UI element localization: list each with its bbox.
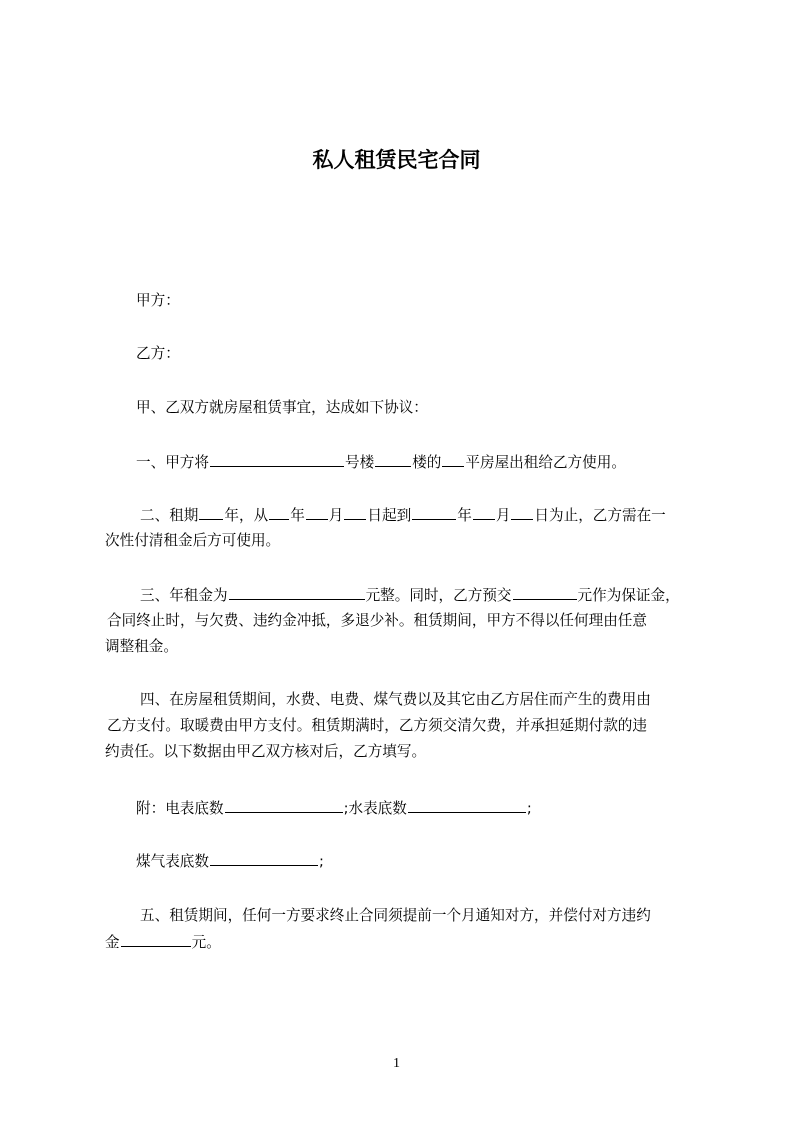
clause-5-text-b: 元。 <box>191 934 221 951</box>
blank-field <box>210 452 344 467</box>
semicolon: ; <box>318 853 324 870</box>
clause-3-text-b: 元整。同时，乙方预交 <box>365 587 512 604</box>
clause-2-text-d: 月 <box>328 507 344 524</box>
meter-readings-line <box>136 798 736 819</box>
blank-field <box>408 798 526 813</box>
intro-line: 甲、乙双方就房屋租赁事宜，达成如下协议： <box>136 399 428 416</box>
blank-field <box>269 505 289 520</box>
clause-5-line-2 <box>105 932 705 953</box>
clause-2-text-b: 年，从 <box>224 507 269 524</box>
blank-field <box>344 505 366 520</box>
clause-4-line-1: 四、在房屋租赁期间，水费、电费、煤气费以及其它由乙方居住而产生的费用由 <box>140 691 651 708</box>
blank-field <box>412 505 456 520</box>
clause-3-line-1 <box>140 585 740 606</box>
clause-3-line-3: 调整租金。 <box>105 638 178 655</box>
blank-field <box>210 851 318 866</box>
page-number: 1 <box>393 1056 400 1071</box>
clause-1-text-b: 号楼 <box>344 454 375 471</box>
document-title: 私人租赁民宅合同 <box>312 148 481 172</box>
gas-meter-line <box>136 851 736 872</box>
clause-3-line-2: 合同终止时，与欠费、违约金冲抵，多退少补。租赁期间，甲方不得以任何理由任意 <box>107 612 647 629</box>
clause-1-text-a: 一、甲方将 <box>136 454 209 471</box>
clause-2-text-g: 月 <box>495 507 511 524</box>
semicolon: ; <box>526 800 532 817</box>
clause-2-text-c: 年 <box>290 507 305 524</box>
clause-2-text-f: 年 <box>457 507 472 524</box>
gas-meter-label: 煤气表底数 <box>136 853 209 870</box>
clause-5-text-a: 金 <box>105 934 120 951</box>
clause-4-line-3: 约责任。以下数据由甲乙双方核对后，乙方填写。 <box>105 743 427 760</box>
clause-2-line-1 <box>140 505 740 526</box>
clause-2-line-2: 次性付清租金后方可使用。 <box>105 532 281 549</box>
blank-field <box>225 798 343 813</box>
blank-field <box>473 505 495 520</box>
clause-2-text-a: 二、租期 <box>140 507 199 524</box>
blank-field <box>229 585 365 600</box>
blank-field <box>511 505 533 520</box>
clause-3-text-a: 三、年租金为 <box>140 587 228 604</box>
clause-4-line-2: 乙方支付。取暖费由甲方支付。租赁期满时，乙方须交清欠费，并承担延期付款的违 <box>107 717 647 734</box>
clause-2-text-e: 日起到 <box>367 507 412 524</box>
clause-2-text-h: 日为止，乙方需在一 <box>534 507 666 524</box>
electric-meter-label: 附：电表底数 <box>136 800 224 817</box>
clause-1-text-c: 楼的 <box>412 454 442 471</box>
blank-field <box>513 585 577 600</box>
clause-1-text-d: 平房屋出租给乙方使用。 <box>465 454 626 471</box>
blank-field <box>442 452 464 467</box>
party-b-line: 乙方： <box>136 345 180 362</box>
clause-3-text-c: 元作为保证金， <box>577 587 680 604</box>
blank-field <box>375 452 411 467</box>
clause-5-line-1: 五、租赁期间，任何一方要求终止合同须提前一个月通知对方，并偿付对方违约 <box>140 907 651 924</box>
blank-field <box>121 932 191 947</box>
blank-field <box>306 505 328 520</box>
party-a-line: 甲方： <box>136 292 180 309</box>
water-meter-label: ;水表底数 <box>343 800 407 817</box>
clause-1 <box>136 452 736 473</box>
blank-field <box>199 505 223 520</box>
